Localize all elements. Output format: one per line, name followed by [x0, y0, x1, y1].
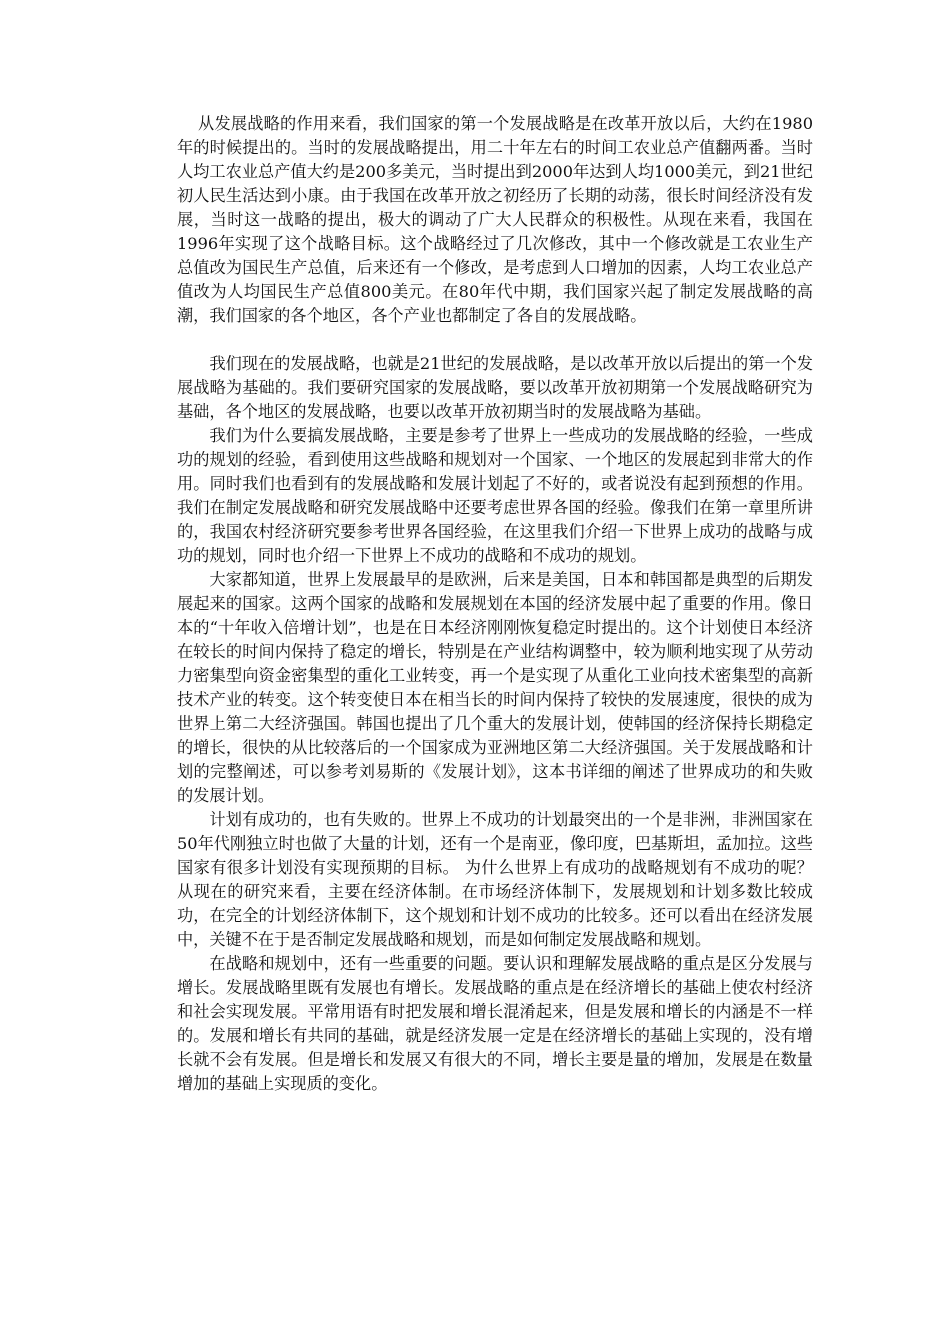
paragraph-3: 我们为什么要搞发展战略，主要是参考了世界上一些成功的发展战略的经验，一些成功的规划的经验，看到使用这些战略和规划对一个国家、一个地区的发展起到非常大的作用。同时我们也看到有的发展战略和发展计划起了不好的，或者说没有起到预想的作用。我们在制定发展战略和研究发展战略中还要考虑世界各国的经验。像我们在第一章里所讲的，我国农村经济研究要参考世界各国经验，在这里我们介绍一下世界上成功的战略与成功的规划，同时也介绍一下世界上不成功的战略和不成功的规划。 [177, 426, 813, 565]
paragraph-4: 大家都知道，世界上发展最早的是欧洲，后来是美国，日本和韩国都是典型的后期发展起来的国家。这两个国家的战略和发展规划在本国的经济发展中起了重要的作用。像日本的“十年收入倍增计划”，也是在日本经济刚刚恢复稳定时提出的。这个计划使日本经济在较长的时间内保持了稳定的增长，特别是在产业结构调整中，较为顺利地实现了从劳动力密集型向资金密集型的重化工业转变，再一个是实现了从重化工业向技术密集型的高新技术产业的转变。这个转变使日本在相当长的时间内保持了较快的发展速度，很快的成为世界上第二大经济强国。韩国也提出了几个重大的发展计划，使韩国的经济保持长期稳定的增长，很快的从比较落后的一个国家成为亚洲地区第二大经济强国。关于发展战略和计划的完整阐述，可以参考刘易斯的《发展计划》，这本书详细的阐述了世界成功的和失败的发展计划。 [177, 570, 813, 805]
paragraph-1: 从发展战略的作用来看，我们国家的第一个发展战略是在改革开放以后，大约在1980年的时候提出的。当时的发展战略提出，用二十年左右的时间工农业总产值翻两番。当时人均工农业总产值大约是200多美元，当时提出到2000年达到人均1000美元，到21世纪初人民生活达到小康。由于我国在改革开放之初经历了长期的动荡，很长时间经济没有发展，当时这一战略的提出，极大的调动了广大人民群众的积极性。从现在来看，我国在1996年实现了这个战略目标。这个战略经过了几次修改，其中一个修改就是工农业生产总值改为国民生产总值，后来还有一个修改，是考虑到人口增加的因素，人均工农业总产值改为人均国民生产总值800美元。在80年代中期，我们国家兴起了制定发展战略的高潮，我们国家的各个地区，各个产业也都制定了各自的发展战略。 [177, 114, 813, 325]
paragraph-2: 我们现在的发展战略，也就是21世纪的发展战略，是以改革开放以后提出的第一个发展战略为基础的。我们要研究国家的发展战略，要以改革开放初期第一个发展战略研究为基础，各个地区的发展战略，也要以改革开放初期当时的发展战略为基础。 [177, 354, 813, 421]
paragraph-6: 在战略和规划中，还有一些重要的问题。要认识和理解发展战略的重点是区分发展与增长。发展战略里既有发展也有增长。发展战略的重点是在经济增长的基础上使农村经济和社会实现发展。平常用语有时把发展和增长混淆起来，但是发展和增长的内涵是不一样的。发展和增长有共同的基础，就是经济发展一定是在经济增长的基础上实现的，没有增长就不会有发展。但是增长和发展又有很大的不同，增长主要是量的增加，发展是在数量增加的基础上实现质的变化。 [177, 954, 813, 1093]
paragraph-5: 计划有成功的，也有失败的。世界上不成功的计划最突出的一个是非洲，非洲国家在50年代刚独立时也做了大量的计划，还有一个是南亚，像印度，巴基斯坦，孟加拉。这些国家有很多计划没有实现预期的目标。 为什么世界上有成功的战略规划有不成功的呢？从现在的研究来看，主要在经济体制。在市场经济体制下，发展规划和计划多数比较成功，在完全的计划经济体制下，这个规划和计划不成功的比较多。还可以看出在经济发展中，关键不在于是否制定发展战略和规划，而是如何制定发展战略和规划。 [177, 810, 813, 949]
body-text [177, 112, 813, 1096]
